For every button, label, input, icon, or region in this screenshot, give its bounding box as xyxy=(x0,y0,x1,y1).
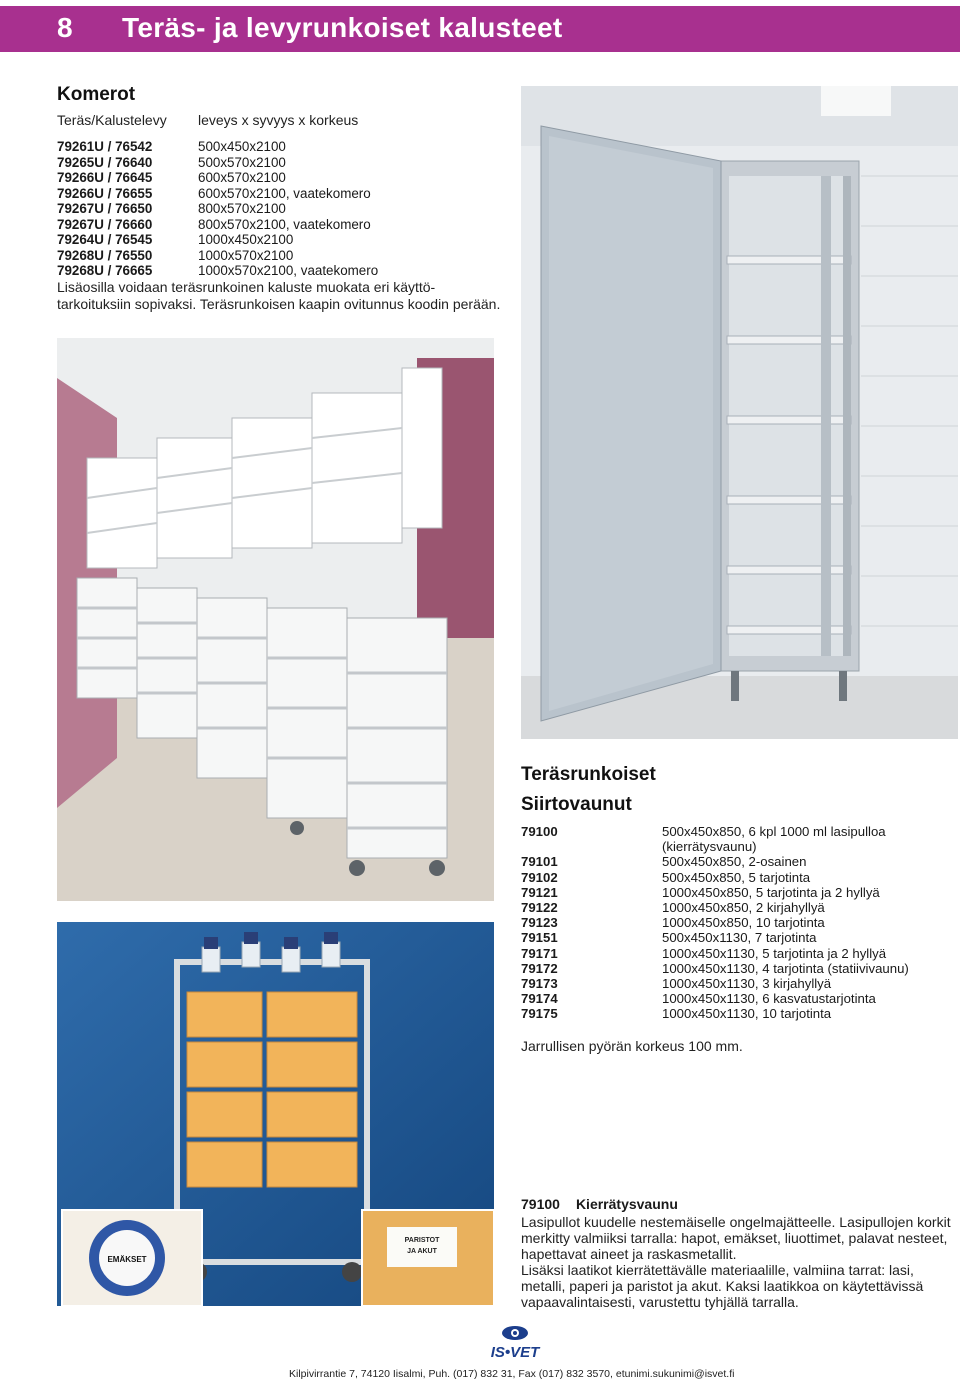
siirtovaunut-supertitle: Teräsrunkoiset xyxy=(521,764,656,785)
recycling-trolley-photo xyxy=(57,922,494,1306)
siirtovaunut-list xyxy=(521,824,956,1022)
siirtovaunut-row: 79101 500x450x850, 2-osainen xyxy=(521,854,807,870)
komerot-title: Komerot xyxy=(57,84,136,105)
kierratysvaunu-paragraph-2: Lisäksi laatikot kierrätettävälle materiaalille, valmiina tarrat: lasi, metalli, paperi ja paristot ja akut. Kaksi laatikkoa on käytettävissä vapaavalintaisesti, varustettu tyhjällä tarralla. xyxy=(521,1262,924,1311)
komerot-row: 79264U / 76545 1000x450x2100 xyxy=(57,232,294,247)
isvet-logo xyxy=(475,1323,555,1363)
siirtovaunut-row: 79123 1000x450x850, 10 tarjotinta xyxy=(521,915,825,931)
siirtovaunut-title: Siirtovaunut xyxy=(521,794,632,815)
komerot-col-code-header: Teräs/Kalustelevy xyxy=(57,112,167,128)
steel-cabinet-photo xyxy=(521,86,958,739)
kierratysvaunu-code: 79100 xyxy=(521,1196,560,1212)
komerot-list xyxy=(57,139,507,279)
siirtovaunut-row: 79100 500x450x850, 6 kpl 1000 ml lasipulloa (kierrätysvaunu) xyxy=(521,824,886,855)
siirtovaunut-row: 79174 1000x450x1130, 6 kasvatustarjotinta xyxy=(521,991,876,1007)
box-label-line2: JA AKUT xyxy=(407,1248,437,1255)
komerot-row: 79268U / 76665 1000x570x2100, vaatekomero xyxy=(57,263,379,278)
box-label-line1: PARISTOT xyxy=(404,1237,440,1244)
siirtovaunut-row: 79121 1000x450x850, 5 tarjotinta ja 2 hyllyä xyxy=(521,884,880,900)
wheel-height-note: Jarrullisen pyörän korkeus 100 mm. xyxy=(521,1038,743,1054)
siirtovaunut-row: 79122 1000x450x850, 2 kirjahyllyä xyxy=(521,900,825,916)
komerot-row: 79268U / 76550 1000x570x2100 xyxy=(57,247,294,263)
isvet-logo-text: IS•VET xyxy=(490,1344,540,1361)
section-header-band xyxy=(0,6,960,52)
siirtovaunut-row: 79171 1000x450x1130, 5 tarjotinta ja 2 hyllyä xyxy=(521,945,887,961)
kierratysvaunu-heading xyxy=(521,1196,678,1212)
siirtovaunut-row: 79151 500x450x1130, 7 tarjotinta xyxy=(521,930,817,946)
siirtovaunut-row: 79172 1000x450x1130, 4 tarjotinta (statiivivaunu) xyxy=(521,960,909,976)
footer-contact: Kilpivirrantie 7, 74120 Iisalmi, Puh. (017) 832 31, Fax (017) 832 3570, etunimi.sukunimi@isvet.fi xyxy=(289,1368,735,1380)
komerot-row: 79267U / 76660 800x570x2100, vaatekomero xyxy=(57,216,371,232)
cap-label: EMÄKSET xyxy=(107,1255,147,1264)
komerot-row: 79261U / 76542 500x450x2100 xyxy=(57,139,286,154)
siirtovaunut-row: 79173 1000x450x1130, 3 kirjahyllyä xyxy=(521,976,832,992)
komerot-col-dim-header: leveys x syvyys x korkeus xyxy=(198,112,359,128)
komerot-row: 79265U / 76640 500x570x2100 xyxy=(57,154,286,170)
room-cabinets-trolleys-photo xyxy=(57,338,494,901)
kierratysvaunu-title: Kierrätysvaunu xyxy=(575,1196,678,1212)
kierratysvaunu-paragraph-1: Lasipullot kuudelle nestemäiselle ongelmajätteelle. Lasipullojen korkit merkitty valmiiksi tarralla: hapot, emäkset, liuottimet, palavat nesteet, hapettavat aineet ja raskasmetallit. xyxy=(521,1214,951,1263)
komerot-row: 79267U / 76650 800x570x2100 xyxy=(57,201,286,216)
komerot-note: Lisäosilla voidaan teräsrunkoinen kaluste muokata eri käyttö-tarkoituksiin sopivaksi. Teräsrunkoisen kaapin ovitunnus koodin perään. xyxy=(57,279,501,312)
komerot-row: 79266U / 76655 600x570x2100, vaatekomero xyxy=(57,185,371,201)
section-number: 8 xyxy=(57,12,73,43)
siirtovaunut-row: 79175 1000x450x1130, 10 tarjotinta xyxy=(521,1006,832,1022)
section-title: Teräs- ja levyrunkoiset kalusteet xyxy=(122,12,563,43)
komerot-row: 79266U / 76645 600x570x2100 xyxy=(57,170,286,185)
siirtovaunut-row: 79102 500x450x850, 5 tarjotinta xyxy=(521,869,811,885)
